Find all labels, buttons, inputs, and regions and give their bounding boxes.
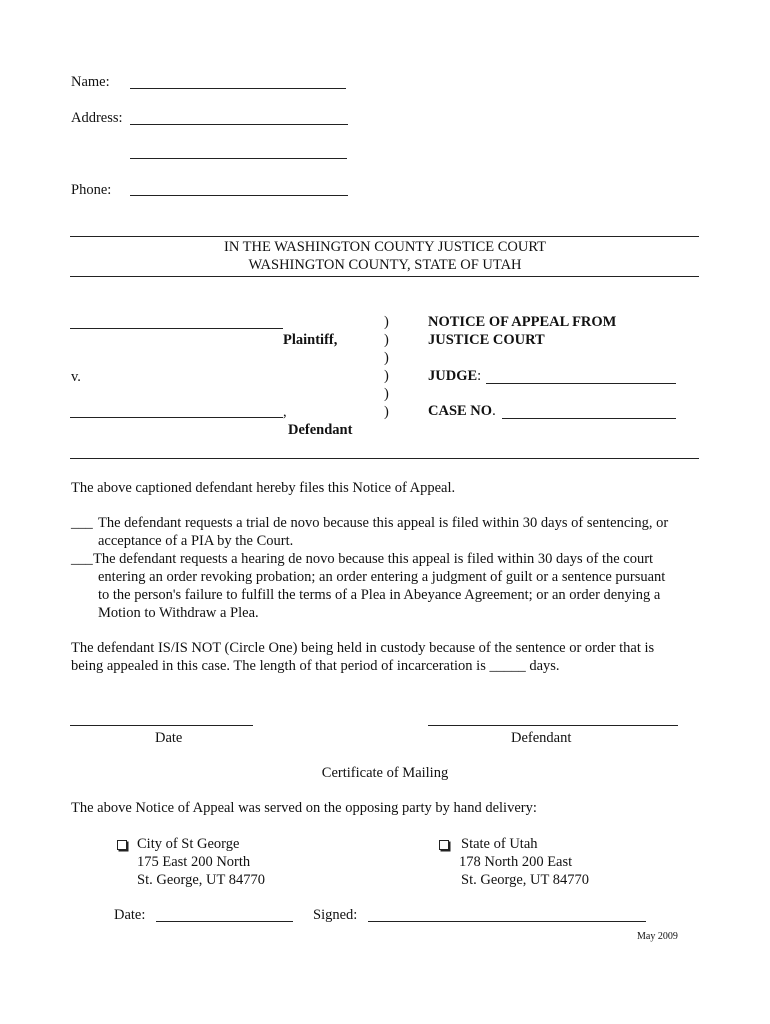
judge-label-colon: : (477, 368, 482, 384)
option2-blank[interactable]: ___ (71, 551, 93, 567)
phone-field[interactable] (130, 195, 348, 196)
case-number-label (428, 403, 496, 420)
date-signature-label: Date (155, 730, 183, 746)
caption-paren: ) (384, 332, 389, 348)
recipient2-line1: State of Utah (461, 836, 538, 852)
judge-label-text: JUDGE (428, 368, 478, 384)
judge-label (428, 368, 481, 385)
notice-title-line2: JUSTICE COURT (428, 332, 545, 348)
custody-text-line2: being appealed in this case. The length of that period of incarceration is _____ days. (71, 658, 560, 674)
option1-text-line1: The defendant requests a trial de novo because this appeal is filed within 30 days of sentencing, or (98, 515, 669, 531)
phone-label: Phone: (71, 182, 112, 198)
certificate-statement: The above Notice of Appeal was served on the opposing party by hand delivery: (71, 800, 537, 816)
defendant-comma: , (283, 404, 287, 420)
city-checkbox[interactable] (117, 840, 127, 850)
certificate-signed-field[interactable] (368, 921, 646, 922)
recipient1-line1: City of St George (137, 836, 240, 852)
option2-text-line2: entering an order revoking probation; an order entering a judgment of guilt or a sentence pursuant (98, 569, 666, 585)
caption-paren: ) (384, 368, 389, 384)
certificate-title: Certificate of Mailing (321, 765, 449, 781)
name-field[interactable] (130, 88, 346, 89)
caption-paren: ) (384, 386, 389, 402)
option1-blank[interactable]: ___ (71, 515, 93, 531)
case-number-label-text: CASE NO (428, 403, 493, 419)
versus-label: v. (71, 369, 81, 385)
court-top-rule (70, 236, 699, 237)
address-field-line2[interactable] (130, 158, 347, 159)
defendant-signature-label: Defendant (511, 730, 572, 746)
option2-text-line4: Motion to Withdraw a Plea. (98, 605, 259, 621)
notice-title-line1: NOTICE OF APPEAL FROM (428, 314, 617, 330)
court-name: IN THE WASHINGTON COUNTY JUSTICE COURT (223, 239, 547, 255)
name-label: Name: (71, 74, 110, 90)
case-number-label-period: . (492, 403, 496, 419)
address-label: Address: (71, 110, 123, 126)
option1-text-line2: acceptance of a PIA by the Court. (98, 533, 294, 549)
certificate-signed-label: Signed: (313, 907, 358, 923)
option2-text-line3: to the person's failure to fulfill the terms of a Plea in Abeyance Agreement; or an order denying a (98, 587, 661, 603)
certificate-date-field[interactable] (156, 921, 293, 922)
recipient2-line2: 178 North 200 East (459, 854, 573, 870)
case-number-field[interactable] (502, 418, 676, 419)
defendant-field[interactable] (70, 417, 283, 418)
plaintiff-field[interactable] (70, 328, 283, 329)
court-county: WASHINGTON COUNTY, STATE OF UTAH (248, 257, 522, 273)
caption-bottom-rule (70, 458, 699, 459)
recipient1-line3: St. George, UT 84770 (137, 872, 265, 888)
state-checkbox[interactable] (439, 840, 449, 850)
court-bottom-rule (70, 276, 699, 277)
option2-text-line1: The defendant requests a hearing de novo because this appeal is filed within 30 days of the court (93, 551, 654, 567)
defendant-signature-line[interactable] (428, 725, 678, 726)
address-field[interactable] (130, 124, 348, 125)
judge-field[interactable] (486, 383, 676, 384)
caption-paren: ) (384, 350, 389, 366)
plaintiff-label: Plaintiff, (283, 332, 338, 348)
defendant-caption-label: Defendant (288, 422, 353, 438)
revision-date: May 2009 (637, 931, 678, 942)
custody-text-line1: The defendant IS/IS NOT (Circle One) being held in custody because of the sentence or order that is (71, 640, 655, 656)
caption-paren: ) (384, 314, 389, 330)
recipient1-line2: 175 East 200 North (137, 854, 251, 870)
recipient2-line3: St. George, UT 84770 (461, 872, 589, 888)
date-signature-line[interactable] (70, 725, 253, 726)
intro-text: The above captioned defendant hereby files this Notice of Appeal. (71, 480, 456, 496)
certificate-date-label: Date: (114, 907, 146, 923)
caption-paren: ) (384, 404, 389, 420)
